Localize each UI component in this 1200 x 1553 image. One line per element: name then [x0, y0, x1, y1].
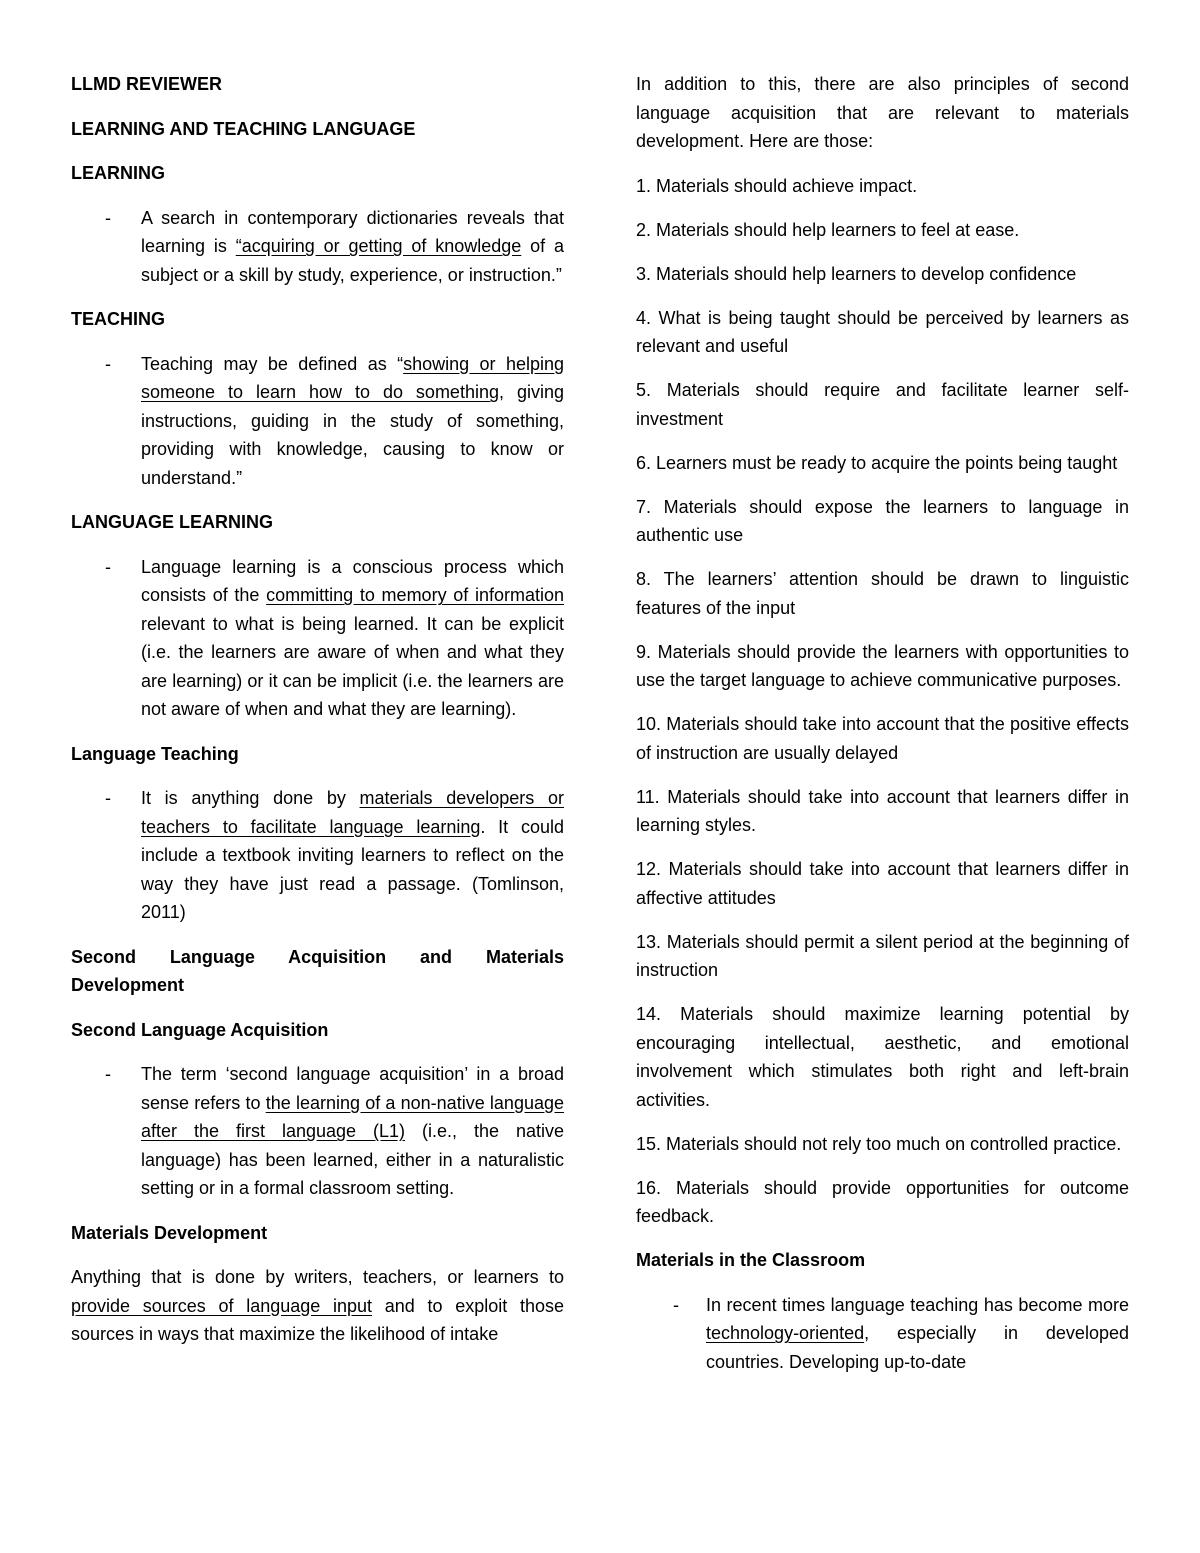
sla-definition	[71, 1060, 564, 1203]
classroom-paragraph	[636, 1291, 1129, 1377]
principle-item: 3. Materials should help learners to develop confidence	[636, 263, 1077, 284]
text: The term ‘second language acquisition’ in a broad sense refers to	[141, 1064, 564, 1113]
heading-learning: LEARNING	[71, 163, 165, 183]
principle-item: 8. The learners’ attention should be drawn to linguistic features of the input	[636, 569, 1129, 618]
heading-sla-and-md: Second Language Acquisition and Materials Development	[71, 946, 564, 995]
language-teaching-definition	[71, 784, 564, 927]
text: Anything that is done by writers, teachers, or learners to	[71, 1267, 564, 1287]
principle-item: 13. Materials should permit a silent period at the beginning of instruction	[636, 931, 1129, 980]
heading-sla: Second Language Acquisition	[71, 1019, 329, 1040]
heading-materials-development: Materials Development	[71, 1222, 268, 1243]
bullet-dash: -	[105, 1064, 111, 1084]
text: A search in contemporary dictionaries reveals that learning is	[141, 207, 564, 256]
underlined-text: “acquiring or getting of knowledge	[235, 236, 522, 256]
principle-item: 15. Materials should not rely too much on controlled practice.	[636, 1133, 1122, 1154]
text: Teaching may be defined as “	[141, 353, 404, 374]
document-subtitle: LEARNING AND TEACHING LANGUAGE	[71, 118, 416, 139]
principle-item: 2. Materials should help learners to feel at ease.	[636, 219, 1020, 240]
text: Language learning is a conscious process which consists of the	[141, 556, 564, 605]
principle-item: 6. Learners must be ready to acquire the points being taught	[636, 452, 1118, 473]
right-column	[636, 70, 1129, 1376]
underlined-text: technology-oriented	[706, 1323, 865, 1343]
bullet-dash: -	[105, 788, 111, 808]
underlined-text: showing or helping someone to learn how to do something	[141, 353, 564, 402]
text: . It could include a textbook inviting learners to reflect on the way they have just read a passage. (Tomlinson, 2011)	[141, 816, 564, 922]
principles-intro: In addition to this, there are also principles of second language acquisition that are relevant to materials development. Here are those:	[636, 74, 1129, 151]
principle-item: 16. Materials should provide opportunities for outcome feedback.	[636, 1177, 1129, 1226]
heading-teaching: TEACHING	[71, 309, 165, 329]
bullet-dash: -	[105, 353, 111, 374]
underlined-text: materials developers or teachers to facilitate language learning	[141, 788, 564, 837]
document-title: LLMD REVIEWER	[71, 74, 222, 94]
text: It is anything done by	[141, 788, 360, 808]
text: of a subject or a skill by study, experience, or instruction.”	[141, 236, 564, 285]
principle-item: 9. Materials should provide the learners with opportunities to use the target language to achieve communicative purposes.	[636, 641, 1129, 690]
text: relevant to what is being learned. It can be explicit (i.e. the learners are aware of when and what they are learning) or it can be implicit (i.e. the learners are not aware of when and what they are learning).	[141, 613, 564, 719]
principle-item: 11. Materials should take into account that learners differ in learning styles.	[636, 786, 1129, 835]
text: , especially in developed countries. Developing up-to-date	[706, 1323, 1129, 1372]
principle-item: 12. Materials should take into account that learners differ in affective attitudes	[636, 859, 1129, 908]
materials-development-definition	[71, 1263, 564, 1349]
principle-item: 1. Materials should achieve impact.	[636, 175, 918, 196]
underlined-text: committing to memory of information	[266, 585, 565, 605]
principle-item: 4. What is being taught should be perceived by learners as relevant and useful	[636, 307, 1129, 356]
language-learning-definition	[71, 553, 564, 724]
principle-item: 14. Materials should maximize learning potential by encouraging intellectual, aesthetic, and emotional involvement which stimulates both right and left-brain activities.	[636, 1004, 1129, 1110]
heading-language-teaching: Language Teaching	[71, 743, 239, 764]
text: In recent times language teaching has become more	[706, 1294, 1129, 1315]
text: and to exploit those sources in ways that maximize the likelihood of intake	[71, 1295, 564, 1344]
principle-item: 10. Materials should take into account that the positive effects of instruction are usually delayed	[636, 714, 1129, 763]
heading-materials-in-classroom: Materials in the Classroom	[636, 1250, 866, 1270]
bullet-dash: -	[105, 556, 111, 577]
principle-item: 5. Materials should require and facilitate learner self-investment	[636, 380, 1129, 429]
left-column	[71, 70, 564, 1365]
teaching-definition	[71, 350, 564, 493]
underlined-text: provide sources of language input	[71, 1295, 373, 1316]
heading-language-learning: LANGUAGE LEARNING	[71, 512, 273, 532]
underlined-text: the learning of a non-native language after the first language (L1)	[141, 1092, 564, 1141]
learning-definition	[71, 204, 564, 290]
bullet-dash: -	[673, 1294, 679, 1315]
bullet-dash: -	[105, 207, 111, 228]
text: , giving instructions, guiding in the study of something, providing with knowledge, causing to know or understand.”	[141, 382, 564, 488]
text: (i.e., the native language) has been learned, either in a naturalistic setting or in a formal classroom setting.	[141, 1121, 564, 1198]
principle-item: 7. Materials should expose the learners to language in authentic use	[636, 496, 1129, 545]
